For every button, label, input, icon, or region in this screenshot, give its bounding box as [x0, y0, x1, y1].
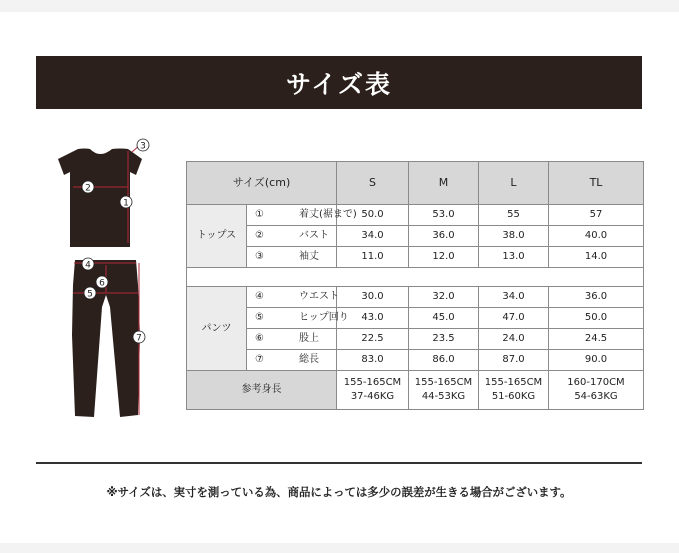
table-cell: 12.0 [409, 247, 479, 268]
table-cell: 86.0 [409, 350, 479, 371]
reference-cell [337, 371, 409, 410]
row-name: 袖丈 [299, 251, 319, 262]
table-cell: 36.0 [409, 226, 479, 247]
disclaimer-note: ※サイズは、実寸を測っている為、商品によっては多少の誤差が生きる場合がございます。 [106, 485, 572, 499]
marker-1: 1 [123, 198, 129, 209]
size-header-tl: TL [549, 162, 644, 205]
table-cell: 36.0 [549, 287, 644, 308]
reference-weight: 51-60KG [491, 391, 536, 402]
row-name: バスト [299, 230, 329, 241]
table-cell: 47.0 [479, 308, 549, 329]
table-row [187, 308, 644, 329]
row-label [247, 247, 337, 268]
table-cell: 50.0 [549, 308, 644, 329]
reference-row [187, 371, 644, 410]
table-cell: 55 [479, 205, 549, 226]
table-row [187, 226, 644, 247]
reference-height: 160-170CM [567, 377, 625, 388]
table-row [187, 350, 644, 371]
row-label [247, 329, 337, 350]
reference-height: 155-165CM [414, 377, 473, 388]
table-cell: 53.0 [409, 205, 479, 226]
row-name: ウエスト [299, 291, 339, 302]
marker-2: 2 [85, 183, 91, 194]
reference-height: 155-165CM [484, 377, 543, 388]
reference-weight: 44-53KG [421, 391, 466, 402]
size-header-label: サイズ(cm) [187, 162, 337, 205]
marker-6: 6 [99, 278, 105, 289]
row-number: ⑦ [255, 354, 264, 365]
table-cell: 87.0 [479, 350, 549, 371]
row-label [247, 308, 349, 329]
table-row [187, 287, 644, 308]
table-spacer-row [187, 268, 644, 287]
size-header-l: L [479, 162, 549, 205]
table-cell: 13.0 [479, 247, 549, 268]
row-number: ③ [255, 251, 264, 262]
table-header-row [187, 162, 644, 205]
garment-svg [50, 135, 165, 430]
reference-height: 155-165CM [343, 377, 402, 388]
table-cell: 22.5 [337, 329, 409, 350]
row-number: ④ [255, 291, 264, 302]
row-label [247, 205, 357, 226]
table-cell: 32.0 [409, 287, 479, 308]
table-row [187, 247, 644, 268]
marker-7: 7 [136, 333, 142, 344]
table-cell: 50.0 [337, 205, 409, 226]
row-number: ⑥ [255, 333, 264, 344]
pants-group-label: パンツ [187, 287, 247, 371]
table-cell: 45.0 [409, 308, 479, 329]
marker-5: 5 [87, 289, 93, 300]
page-title: サイズ表 [285, 69, 392, 99]
row-name: 総長 [299, 354, 319, 365]
table-row [187, 205, 644, 226]
size-header-m: M [409, 162, 479, 205]
table-cell: 34.0 [479, 287, 549, 308]
row-name: ヒップ回り [299, 312, 349, 323]
row-number: ⑤ [255, 312, 264, 323]
table-cell: 43.0 [337, 308, 409, 329]
table-cell: 14.0 [549, 247, 644, 268]
title-banner [36, 56, 642, 109]
reference-cell [549, 371, 644, 410]
row-label [247, 350, 337, 371]
table-cell: 40.0 [549, 226, 644, 247]
table-cell: 90.0 [549, 350, 644, 371]
table-cell: 34.0 [337, 226, 409, 247]
table-cell: 24.0 [479, 329, 549, 350]
table-cell: 24.5 [549, 329, 644, 350]
reference-cell [409, 371, 479, 410]
row-label [247, 287, 337, 308]
divider [36, 462, 642, 464]
reference-weight: 37-46KG [350, 391, 395, 402]
spacer-cell [187, 268, 644, 287]
row-name: 着丈(裾まで) [299, 209, 357, 220]
row-number: ① [255, 209, 264, 220]
size-table [186, 161, 644, 410]
table-cell: 83.0 [337, 350, 409, 371]
table-cell: 11.0 [337, 247, 409, 268]
marker-4: 4 [85, 260, 91, 271]
table-cell: 38.0 [479, 226, 549, 247]
reference-weight: 54-63KG [574, 391, 618, 402]
table-cell: 23.5 [409, 329, 479, 350]
reference-cell [479, 371, 549, 410]
tops-group-label: トップス [187, 205, 247, 268]
size-header-s: S [337, 162, 409, 205]
bottom-strip [0, 543, 679, 553]
row-number: ② [255, 230, 264, 241]
row-label [247, 226, 337, 247]
top-strip [0, 0, 679, 12]
table-row [187, 329, 644, 350]
table-cell: 30.0 [337, 287, 409, 308]
marker-3: 3 [140, 141, 146, 152]
reference-label: 参考身長 [187, 371, 337, 410]
row-name: 股上 [299, 333, 319, 344]
garment-illustration [50, 135, 165, 430]
table-cell: 57 [549, 205, 644, 226]
